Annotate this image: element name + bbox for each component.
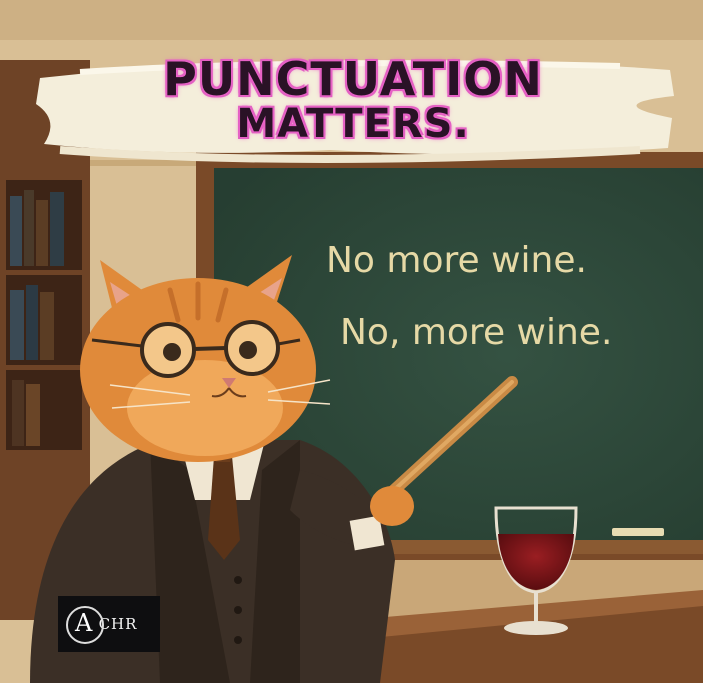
- title-line-2: MATTERS.: [236, 101, 470, 147]
- title-banner: [38, 46, 668, 154]
- achr-logo: [58, 596, 160, 652]
- logo-text: CHR: [98, 615, 138, 633]
- logo-mark: A: [75, 609, 93, 637]
- chalkboard-line-2: No, more wine.: [340, 312, 613, 353]
- cat-paw: [370, 486, 414, 526]
- chalkboard-line-1: No more wine.: [326, 240, 587, 281]
- chalk-piece: [612, 528, 664, 536]
- title-line-1: PUNCTUATION: [163, 52, 543, 106]
